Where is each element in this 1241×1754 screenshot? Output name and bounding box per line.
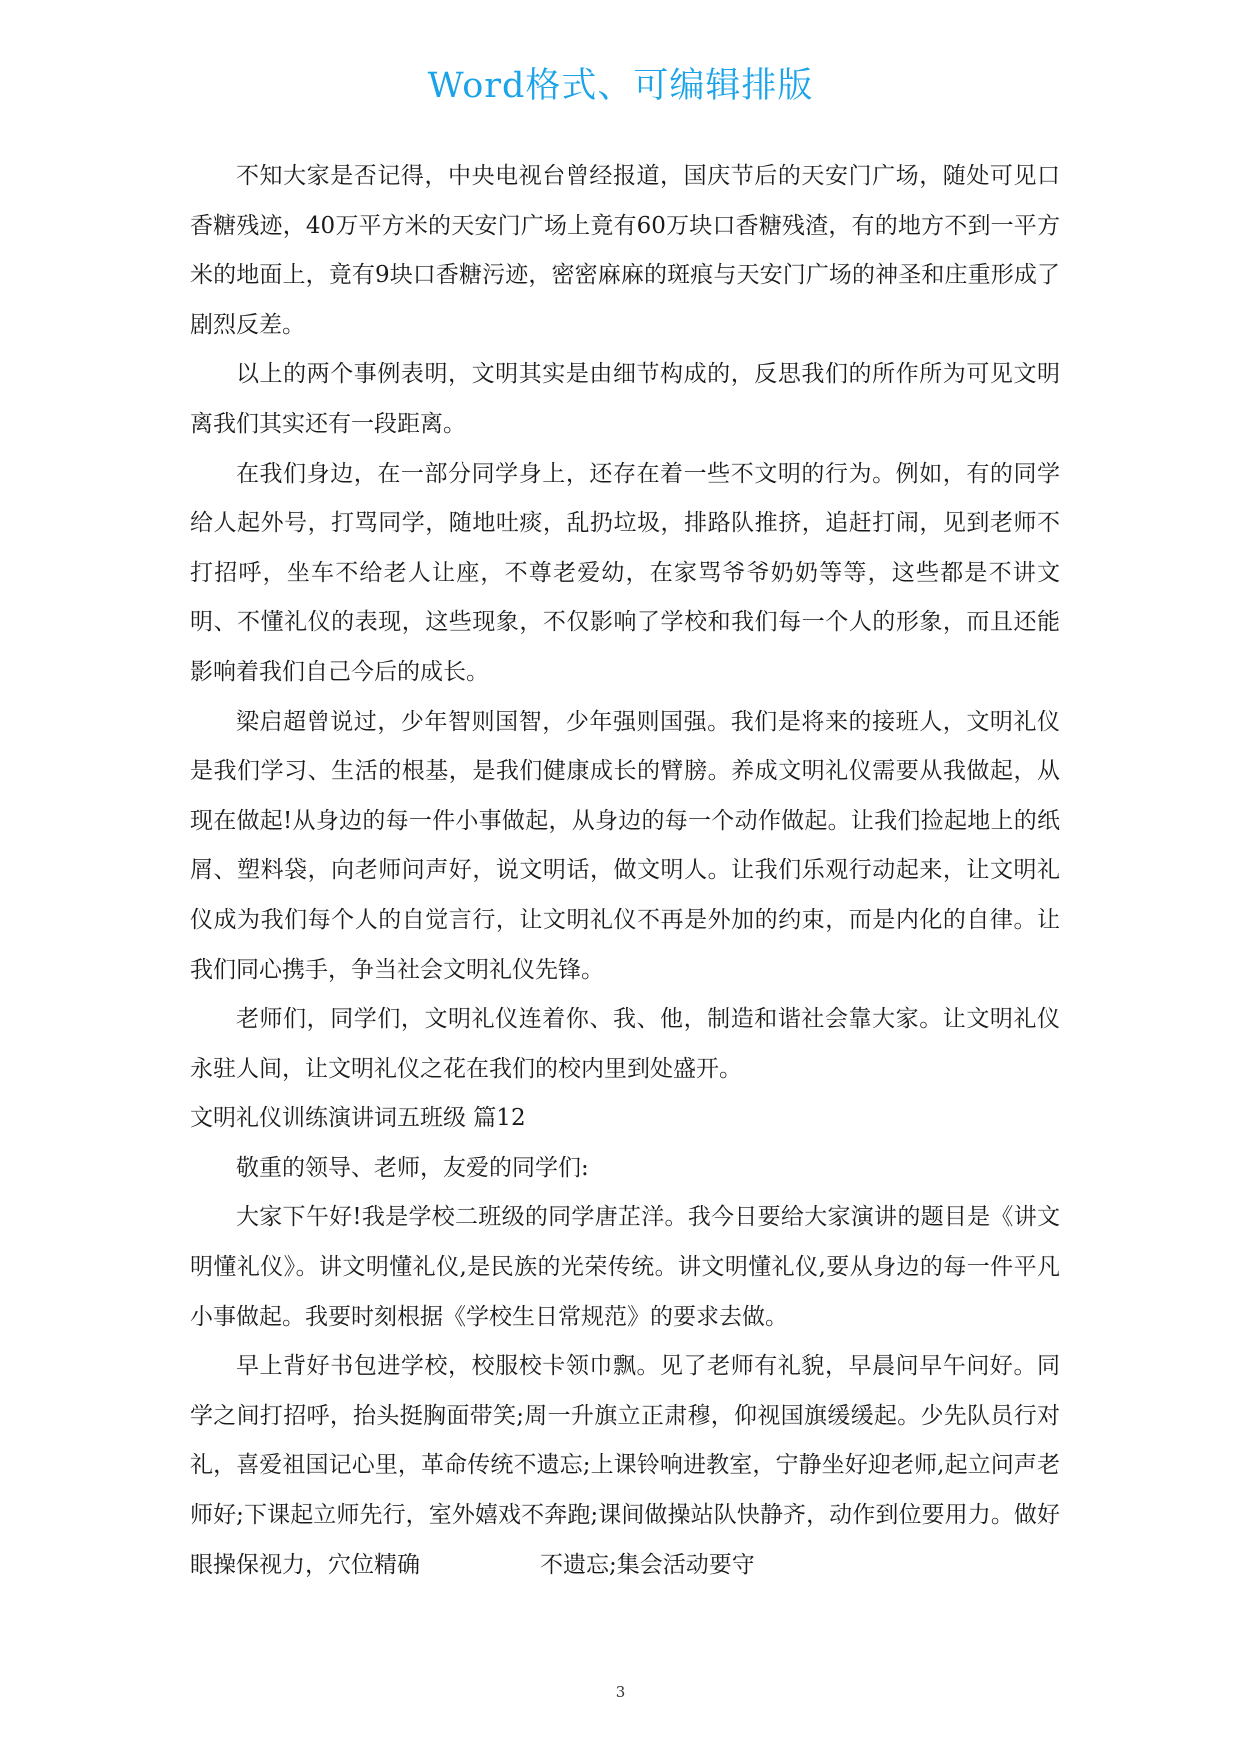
paragraph-last-part1: 早上背好书包进学校，校服校卡领巾飘。见了老师有礼貌，早晨问早午问好。同学之间打招呼，抬头挺胸面带笑;周一升旗立正肃穆，仰视国旗缓缓起。少先队员行对礼，喜爱祖国记心里，革命传统不遗忘;上课铃响进教室，宁静坐好迎老师,起立问声老师好;下课起立师先行，室外嬉戏不奔跑;课间做操站队快静齐，动作到位要用力。做好眼操保视力，穴位精确 xyxy=(190,1353,1060,1578)
section-heading: 文明礼仪训练演讲词五班级 篇12 xyxy=(190,1105,526,1132)
document-body xyxy=(190,152,1060,1590)
page-number: 3 xyxy=(615,1683,626,1701)
header-title: Word格式、可编辑排版 xyxy=(427,66,814,106)
paragraph: 敬重的领导、老师，友爱的同学们: xyxy=(236,1154,589,1181)
paragraph: 不知大家是否记得，中央电视台曾经报道，国庆节后的天安门广场，随处可见口香糖残迹，40万平方米的天安门广场上竟有60万块口香糖残渣，有的地方不到一平方米的地面上，竟有9块口香糖污迹，密密麻麻的斑痕与天安门广场的神圣和庄重形成了剧烈反差。 xyxy=(190,163,1060,338)
paragraph-last xyxy=(190,1342,1060,1590)
paragraph: 在我们身边，在一部分同学身上，还存在着一些不文明的行为。例如，有的同学给人起外号，打骂同学，随地吐痰，乱扔垃圾，排路队推挤，追赶打闹，见到老师不打招呼，坐车不给老人让座，不尊老爱幼，在家骂爷爷奶奶等等，这些都是不讲文明、不懂礼仪的表现，这些现象，不仅影响了学校和我们每一个人的形象，而且还能影响着我们自己今后的成长。 xyxy=(190,460,1060,685)
paragraph: 梁启超曾说过，少年智则国智，少年强则国强。我们是将来的接班人，文明礼仪是我们学习、生活的根基，是我们健康成长的臂膀。养成文明礼仪需要从我做起，从现在做起!从身边的每一件小事做起，从身边的每一个动作做起。让我们捡起地上的纸屑、塑料袋，向老师问声好，说文明话，做文明人。让我们乐观行动起来，让文明礼仪成为我们每个人的自觉言行，让文明礼仪不再是外加的约束，而是内化的自律。让我们同心携手，争当社会文明礼仪先锋。 xyxy=(190,708,1060,983)
paragraph: 老师们，同学们，文明礼仪连着你、我、他，制造和谐社会靠大家。让文明礼仪永驻人间，让文明礼仪之花在我们的校内里到处盛开。 xyxy=(190,1006,1060,1082)
paragraph-last-part2: 不遗忘;集会活动要守 xyxy=(540,1551,755,1578)
paragraph: 大家下午好!我是学校二班级的同学唐芷洋。我今日要给大家演讲的题目是《讲文明懂礼仪》。讲文明懂礼仪,是民族的光荣传统。讲文明懂礼仪,要从身边的每一件平凡小事做起。我要时刻根据《学校生日常规范》的要求去做。 xyxy=(190,1204,1060,1330)
paragraph: 以上的两个事例表明，文明其实是由细节构成的，反思我们的所作所为可见文明离我们其实还有一段距离。 xyxy=(190,361,1060,437)
